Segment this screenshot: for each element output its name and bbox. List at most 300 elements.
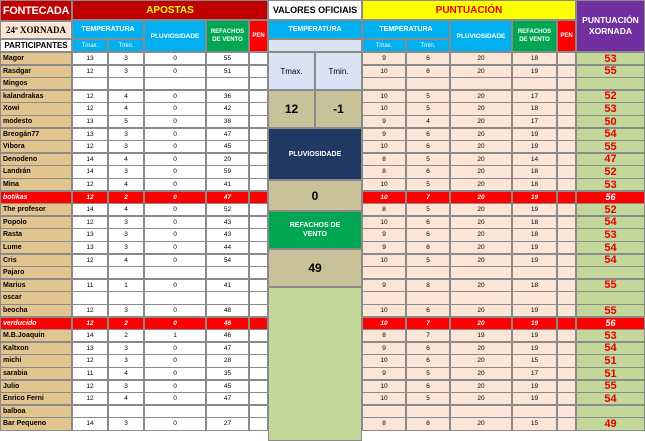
bet-tmax: 13: [72, 241, 108, 254]
bet-tmin: 2: [108, 317, 144, 330]
bet-tmax: 12: [72, 191, 108, 204]
score-pluviosidade: 20: [450, 354, 512, 367]
score-tmax: 8: [362, 329, 406, 342]
puntuacion-refachos-header: REFACHOS DE VENTO: [512, 20, 557, 52]
score-refachos: 19: [512, 191, 557, 204]
score-tmin: [406, 405, 450, 418]
bet-tmax: 12: [72, 254, 108, 267]
score-pen: [557, 241, 576, 254]
score-tmin: 6: [406, 140, 450, 153]
bet-tmax: 12: [72, 90, 108, 103]
bet-pluviosidade: 0: [144, 191, 206, 204]
score-pen: [557, 153, 576, 166]
participants-header: PARTICIPANTES: [0, 39, 72, 52]
bet-pluviosidade: 0: [144, 153, 206, 166]
bet-tmin: 4: [108, 178, 144, 191]
score-pen: [557, 354, 576, 367]
score-pen: [557, 203, 576, 216]
participant-name: Denodeno: [0, 153, 72, 166]
bet-tmax: 12: [72, 65, 108, 78]
score-total: 55: [576, 304, 645, 317]
score-tmin: 6: [406, 342, 450, 355]
bet-refachos: 47: [206, 128, 249, 141]
score-tmax: 10: [362, 380, 406, 393]
participant-name: oscar: [0, 291, 72, 304]
score-refachos: [512, 266, 557, 279]
bet-tmax: 12: [72, 102, 108, 115]
apostas-tmax-header: Tmax.: [72, 39, 108, 52]
score-tmin: 6: [406, 417, 450, 430]
bet-pen: [249, 241, 268, 254]
score-tmax: 8: [362, 153, 406, 166]
score-refachos: 19: [512, 304, 557, 317]
puntuacion-tmax-header: Tmax.: [362, 39, 406, 52]
bet-tmax: 12: [72, 216, 108, 229]
score-total: 52: [576, 203, 645, 216]
bet-tmax: [72, 405, 108, 418]
score-total: 55: [576, 140, 645, 153]
bet-tmax: [72, 266, 108, 279]
official-filler: [268, 287, 362, 441]
score-refachos: 19: [512, 392, 557, 405]
score-tmax: 9: [362, 128, 406, 141]
score-tmin: 5: [406, 102, 450, 115]
score-tmin: 6: [406, 304, 450, 317]
bet-pluviosidade: 0: [144, 128, 206, 141]
bet-pluviosidade: 0: [144, 279, 206, 292]
bet-tmin: 3: [108, 354, 144, 367]
bet-pen: [249, 115, 268, 128]
bet-tmax: 12: [72, 304, 108, 317]
score-refachos: 14: [512, 153, 557, 166]
score-total: 53: [576, 178, 645, 191]
score-pluviosidade: 20: [450, 317, 512, 330]
participant-name: beocha: [0, 304, 72, 317]
bet-tmax: 13: [72, 115, 108, 128]
score-pluviosidade: 20: [450, 367, 512, 380]
score-pen: [557, 329, 576, 342]
bet-tmax: 12: [72, 380, 108, 393]
score-pen: [557, 254, 576, 267]
bet-pen: [249, 191, 268, 204]
participant-name: Xowi: [0, 102, 72, 115]
bet-tmin: 4: [108, 102, 144, 115]
bet-tmax: 12: [72, 354, 108, 367]
score-pluviosidade: 20: [450, 304, 512, 317]
participant-name: Breogán77: [0, 128, 72, 141]
score-pluviosidade: 20: [450, 228, 512, 241]
score-refachos: 18: [512, 178, 557, 191]
bet-pluviosidade: 1: [144, 329, 206, 342]
score-tmin: 5: [406, 254, 450, 267]
bet-tmin: 3: [108, 228, 144, 241]
bet-tmax: 11: [72, 279, 108, 292]
score-total: 52: [576, 90, 645, 103]
score-refachos: 19: [512, 254, 557, 267]
score-total: [576, 266, 645, 279]
score-pen: [557, 191, 576, 204]
bet-pluviosidade: 0: [144, 90, 206, 103]
participant-name: Enrico Ferni: [0, 392, 72, 405]
apostas-refachos-header: REFACHOS DE VENTO: [206, 20, 249, 52]
score-total: 54: [576, 392, 645, 405]
score-total: [576, 291, 645, 304]
bet-tmin: 4: [108, 367, 144, 380]
bet-refachos: 48: [206, 304, 249, 317]
score-tmin: 6: [406, 216, 450, 229]
score-total: 54: [576, 216, 645, 229]
bet-pluviosidade: 0: [144, 228, 206, 241]
bet-tmax: 14: [72, 329, 108, 342]
bet-refachos: 43: [206, 228, 249, 241]
score-tmax: 10: [362, 216, 406, 229]
participant-name: Popolo: [0, 216, 72, 229]
score-pen: [557, 90, 576, 103]
bet-refachos: 36: [206, 90, 249, 103]
bet-pluviosidade: 0: [144, 342, 206, 355]
score-total: 51: [576, 367, 645, 380]
score-tmin: 6: [406, 354, 450, 367]
score-pen: [557, 102, 576, 115]
participant-name: Vibora: [0, 140, 72, 153]
score-pen: [557, 65, 576, 78]
bet-refachos: 47: [206, 342, 249, 355]
bet-tmax: 12: [72, 317, 108, 330]
bet-tmin: 3: [108, 65, 144, 78]
score-total: [576, 77, 645, 90]
score-pluviosidade: 20: [450, 102, 512, 115]
score-total: 53: [576, 329, 645, 342]
score-pluviosidade: 20: [450, 241, 512, 254]
bet-pluviosidade: 0: [144, 178, 206, 191]
puntuacion-xornada-header: PUNTUACIÓN XORNADA: [576, 0, 645, 52]
official-refachos-label: REFACHOS DE VENTO: [268, 211, 362, 249]
participant-name: botikas: [0, 191, 72, 204]
bet-tmax: 14: [72, 165, 108, 178]
score-pluviosidade: [450, 77, 512, 90]
score-pen: [557, 52, 576, 65]
official-pluviosidade-value: 0: [268, 180, 362, 211]
bet-refachos: 47: [206, 191, 249, 204]
score-pluviosidade: 20: [450, 165, 512, 178]
bet-refachos: 45: [206, 380, 249, 393]
score-refachos: 19: [512, 140, 557, 153]
bet-pen: [249, 254, 268, 267]
score-pluviosidade: 20: [450, 115, 512, 128]
bet-pluviosidade: 0: [144, 304, 206, 317]
bet-tmax: 12: [72, 392, 108, 405]
participant-name: modesto: [0, 115, 72, 128]
bet-refachos: 35: [206, 367, 249, 380]
bet-pen: [249, 392, 268, 405]
score-tmin: 8: [406, 279, 450, 292]
score-pluviosidade: 20: [450, 128, 512, 141]
participant-name: verducido: [0, 317, 72, 330]
score-tmin: 6: [406, 128, 450, 141]
bet-pluviosidade: 0: [144, 203, 206, 216]
participant-name: Landrán: [0, 165, 72, 178]
score-refachos: 17: [512, 367, 557, 380]
score-tmax: 8: [362, 165, 406, 178]
score-refachos: 15: [512, 417, 557, 430]
score-tmin: 5: [406, 153, 450, 166]
score-pluviosidade: 20: [450, 178, 512, 191]
bet-pen: [249, 65, 268, 78]
participant-name: Rasdgar: [0, 65, 72, 78]
score-total: 51: [576, 354, 645, 367]
participant-name: Cris: [0, 254, 72, 267]
score-refachos: 17: [512, 115, 557, 128]
bet-pen: [249, 291, 268, 304]
bet-tmin: 2: [108, 329, 144, 342]
score-pluviosidade: 20: [450, 380, 512, 393]
bet-tmin: 4: [108, 392, 144, 405]
score-refachos: [512, 291, 557, 304]
bet-pen: [249, 228, 268, 241]
score-pluviosidade: 20: [450, 342, 512, 355]
score-tmax: 9: [362, 367, 406, 380]
bet-pluviosidade: [144, 77, 206, 90]
score-pen: [557, 115, 576, 128]
bet-tmin: 3: [108, 165, 144, 178]
official-tmax-value: 12: [268, 90, 315, 128]
score-tmin: 7: [406, 329, 450, 342]
score-pluviosidade: [450, 405, 512, 418]
apostas-temperatura-header: TEMPERATURA: [72, 20, 144, 39]
bet-pen: [249, 102, 268, 115]
bet-refachos: 27: [206, 417, 249, 430]
score-pen: [557, 228, 576, 241]
score-total: 53: [576, 52, 645, 65]
participant-name: M.B.Joaquin: [0, 329, 72, 342]
participant-name: Rasta: [0, 228, 72, 241]
score-refachos: 19: [512, 203, 557, 216]
score-pen: [557, 128, 576, 141]
score-total: 54: [576, 128, 645, 141]
score-refachos: 15: [512, 354, 557, 367]
bet-tmax: 12: [72, 140, 108, 153]
official-tmin-label: Tmin.: [315, 52, 362, 90]
score-tmin: [406, 77, 450, 90]
participant-name: Pajaro: [0, 266, 72, 279]
bet-pen: [249, 304, 268, 317]
score-tmax: [362, 291, 406, 304]
round-label: 24ª XORNADA: [0, 21, 72, 39]
bet-tmax: 14: [72, 153, 108, 166]
oficial-temperatura-header: TEMPERATURA: [268, 20, 362, 39]
bet-refachos: [206, 291, 249, 304]
bet-tmin: 4: [108, 90, 144, 103]
bet-tmax: 13: [72, 52, 108, 65]
score-pen: [557, 380, 576, 393]
score-tmax: 8: [362, 417, 406, 430]
bet-refachos: 46: [206, 329, 249, 342]
score-total: 55: [576, 380, 645, 393]
score-refachos: [512, 77, 557, 90]
score-total: 53: [576, 228, 645, 241]
bet-tmin: [108, 266, 144, 279]
score-tmax: 9: [362, 241, 406, 254]
participant-name: Lume: [0, 241, 72, 254]
bet-pen: [249, 417, 268, 430]
bet-refachos: 20: [206, 153, 249, 166]
bet-tmin: 3: [108, 342, 144, 355]
score-pluviosidade: 20: [450, 65, 512, 78]
bet-tmax: 14: [72, 203, 108, 216]
score-tmin: 6: [406, 241, 450, 254]
bet-refachos: 51: [206, 65, 249, 78]
score-tmin: 7: [406, 191, 450, 204]
bet-refachos: 42: [206, 102, 249, 115]
score-tmin: [406, 266, 450, 279]
bet-tmax: 12: [72, 178, 108, 191]
participant-name: Mina: [0, 178, 72, 191]
bet-tmin: 3: [108, 52, 144, 65]
score-tmax: 10: [362, 317, 406, 330]
bet-pen: [249, 128, 268, 141]
score-pluviosidade: 20: [450, 279, 512, 292]
bet-tmin: 3: [108, 140, 144, 153]
bet-pluviosidade: 0: [144, 52, 206, 65]
score-pen: [557, 392, 576, 405]
score-tmin: 5: [406, 178, 450, 191]
score-refachos: 19: [512, 317, 557, 330]
score-total: [576, 405, 645, 418]
bet-refachos: [206, 266, 249, 279]
participant-name: balboa: [0, 405, 72, 418]
score-tmax: 10: [362, 354, 406, 367]
participant-name: The profesor: [0, 203, 72, 216]
bet-refachos: 28: [206, 354, 249, 367]
score-refachos: 19: [512, 241, 557, 254]
score-tmax: 8: [362, 203, 406, 216]
puntuacion-temperatura-header: TEMPERATURA: [362, 20, 450, 39]
bet-pen: [249, 216, 268, 229]
bet-refachos: 55: [206, 52, 249, 65]
official-tmax-label: Tmax.: [268, 52, 315, 90]
score-pen: [557, 342, 576, 355]
bet-tmax: 14: [72, 417, 108, 430]
score-refachos: 18: [512, 102, 557, 115]
bet-pen: [249, 165, 268, 178]
score-pen: [557, 304, 576, 317]
bet-refachos: 41: [206, 279, 249, 292]
bet-refachos: [206, 405, 249, 418]
score-total: 53: [576, 102, 645, 115]
participant-name: kalandrakas: [0, 90, 72, 103]
score-refachos: [512, 405, 557, 418]
valores-oficiais-header: VALORES OFICIAIS: [268, 0, 362, 20]
bet-refachos: 38: [206, 115, 249, 128]
bet-pluviosidade: 0: [144, 65, 206, 78]
bet-tmax: 13: [72, 342, 108, 355]
puntuacion-pen-header: PEN: [557, 20, 576, 52]
bet-refachos: 47: [206, 392, 249, 405]
bet-tmin: 5: [108, 115, 144, 128]
bet-tmax: [72, 291, 108, 304]
bet-tmin: 4: [108, 203, 144, 216]
participant-name: sarabia: [0, 367, 72, 380]
score-pen: [557, 140, 576, 153]
bet-pluviosidade: 0: [144, 354, 206, 367]
bet-tmin: 3: [108, 304, 144, 317]
bet-pen: [249, 140, 268, 153]
puntuacion-tmin-header: Tmin.: [406, 39, 450, 52]
bet-refachos: 41: [206, 178, 249, 191]
puntuacion-pluviosidade-header: PLUVIOSIDADE: [450, 20, 512, 52]
score-tmax: 10: [362, 65, 406, 78]
score-tmin: 5: [406, 367, 450, 380]
score-tmax: 10: [362, 102, 406, 115]
bet-pluviosidade: [144, 405, 206, 418]
score-refachos: 17: [512, 90, 557, 103]
bet-pen: [249, 77, 268, 90]
score-pluviosidade: 20: [450, 216, 512, 229]
score-refachos: 18: [512, 279, 557, 292]
score-pluviosidade: 20: [450, 254, 512, 267]
score-tmin: 5: [406, 90, 450, 103]
score-pen: [557, 216, 576, 229]
score-refachos: 18: [512, 52, 557, 65]
bet-pluviosidade: 0: [144, 367, 206, 380]
score-pen: [557, 77, 576, 90]
score-tmax: 9: [362, 115, 406, 128]
bet-tmin: [108, 405, 144, 418]
score-pluviosidade: [450, 291, 512, 304]
bet-pluviosidade: 0: [144, 317, 206, 330]
bet-pen: [249, 203, 268, 216]
bet-tmax: [72, 77, 108, 90]
bet-tmin: [108, 77, 144, 90]
score-pen: [557, 417, 576, 430]
score-pluviosidade: 20: [450, 417, 512, 430]
bet-pluviosidade: 0: [144, 254, 206, 267]
bet-refachos: 43: [206, 216, 249, 229]
score-tmin: [406, 291, 450, 304]
score-tmin: 6: [406, 52, 450, 65]
score-total: 55: [576, 279, 645, 292]
bet-pen: [249, 90, 268, 103]
score-total: 55: [576, 65, 645, 78]
bet-pen: [249, 279, 268, 292]
score-total: 52: [576, 165, 645, 178]
score-tmin: 4: [406, 115, 450, 128]
score-total: 54: [576, 254, 645, 267]
score-pen: [557, 367, 576, 380]
score-pen: [557, 178, 576, 191]
bet-pen: [249, 153, 268, 166]
official-tmin-value: -1: [315, 90, 362, 128]
score-total: 54: [576, 342, 645, 355]
bet-refachos: 54: [206, 254, 249, 267]
apostas-pluviosidade-header: PLUVIOSIDADE: [144, 20, 206, 52]
bet-pen: [249, 178, 268, 191]
bet-pen: [249, 342, 268, 355]
score-tmin: 5: [406, 203, 450, 216]
score-tmax: 9: [362, 279, 406, 292]
participant-name: Marius: [0, 279, 72, 292]
bet-tmin: 3: [108, 380, 144, 393]
score-tmin: 6: [406, 165, 450, 178]
official-refachos-value: 49: [268, 249, 362, 287]
bet-pen: [249, 354, 268, 367]
score-refachos: 19: [512, 128, 557, 141]
bet-pen: [249, 380, 268, 393]
score-total: 49: [576, 417, 645, 430]
score-pluviosidade: 20: [450, 392, 512, 405]
bet-pluviosidade: 0: [144, 102, 206, 115]
bet-pluviosidade: 0: [144, 417, 206, 430]
